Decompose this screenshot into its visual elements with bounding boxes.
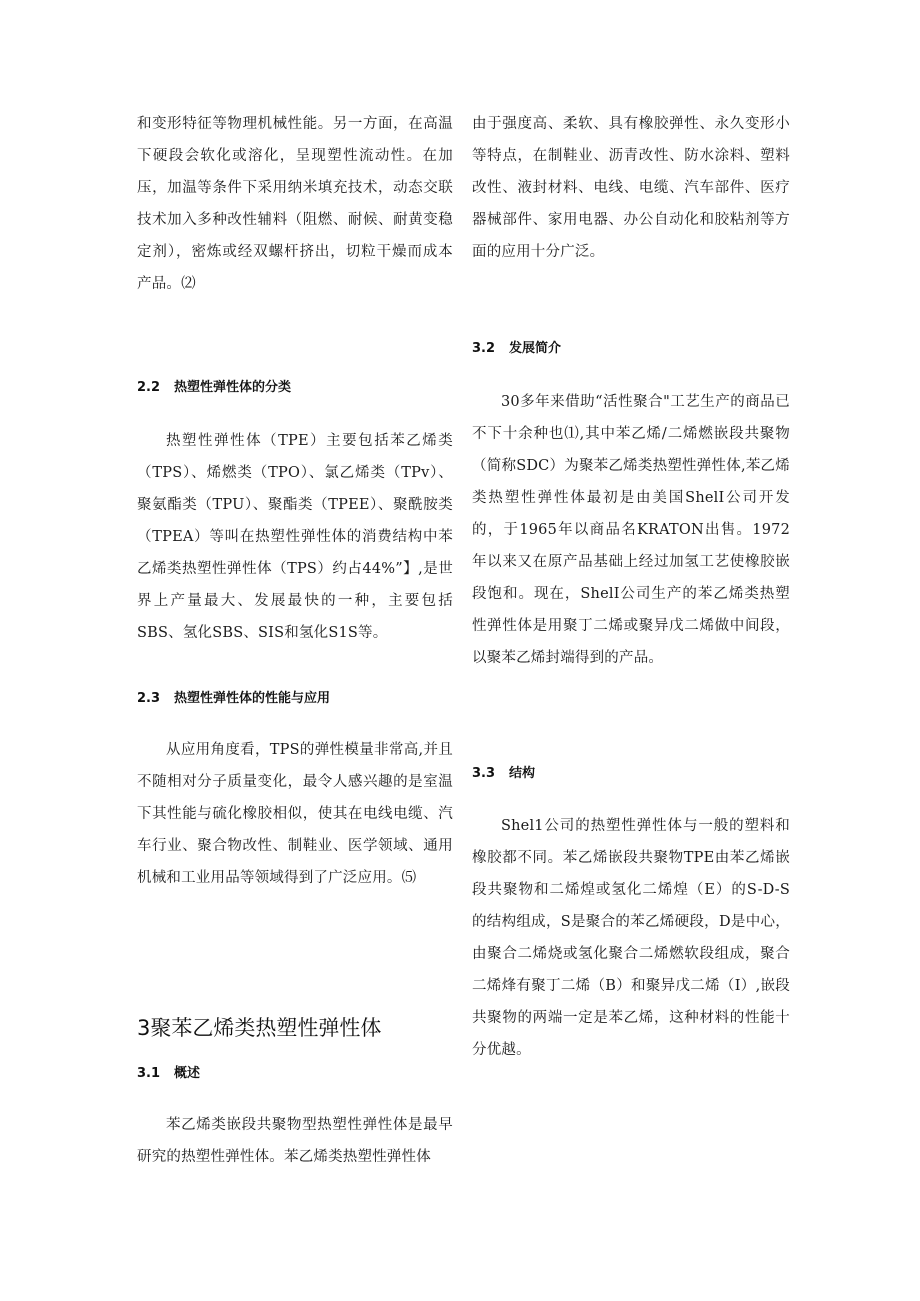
section-number: 3.2	[472, 341, 496, 356]
section-2-3-body: 从应用角度看，TPS的弹性模量非常高,并且不随相对分子质量变化，最令人感兴趣的是室温下其性能与硫化橡胶相似，使其在电线电缆、汽车行业、聚合物改性、制鞋业、医学领域、通用机械和工业用品等领域得到了广泛应用。⑸	[137, 742, 453, 886]
section-2-3-heading	[137, 687, 330, 706]
section-3-1-body: 苯乙烯类嵌段共聚物型热塑性弹性体是最早研究的热塑性弹性体。苯乙烯类热塑性弹性体	[137, 1117, 453, 1165]
section-3-2-body: 30多年来借助“活性聚合"工艺生产的商品已不下十余种也⑴,其中苯乙烯/二烯燃嵌段共聚物（简称SDC）为聚苯乙烯类热塑性弹性体,苯乙烯类热塑性弹性体最初是由美国ShelI公司开发的，于1965年以商品名KRATON出售。1972年以来又在原产品基础上经过加氢工艺使橡胶嵌段饱和。现在，ShelI公司生产的苯乙烯类热塑性弹性体是用聚丁二烯或聚异戊二烯做中间段，以聚苯乙烯封端得到的产品。	[472, 394, 790, 666]
section-2-2-heading	[137, 376, 291, 395]
section-number: 3.1	[137, 1066, 161, 1081]
section-number: 3.3	[472, 766, 496, 781]
section-title: 热塑性弹性体的分类	[174, 380, 292, 395]
section-title: 结构	[509, 766, 536, 781]
section-3-1-heading	[137, 1062, 200, 1081]
intro-paragraph: 和变形特征等物理机械性能。另一方面，在高温下硬段会软化或溶化，呈现塑性流动性。在加压，加温等条件下采用纳米填充技术，动态交联技术加入多种改性辅料（阻燃、耐候、耐黄变稳定剂），密炼或经双螺杆挤出，切粒干燥而成本产品。⑵	[137, 116, 453, 292]
continuation-paragraph: 由于强度高、柔软、具有橡胶弹性、永久变形小等特点，在制鞋业、沥青改性、防水涂料、塑料改性、液封材料、电线、电缆、汽车部件、医疗器械部件、家用电器、办公自动化和胶粘剂等方面的应用十分广泛。	[472, 116, 790, 260]
section-number: 2.3	[137, 691, 161, 706]
section-2-2-body: 热塑性弹性体（TPE）主要包括苯乙烯类（TPS）、烯燃类（TPO）、氯乙烯类（TPv）、聚氨酯类（TPU）、聚酯类（TPEE）、聚酰胺类（TPEA）等叫在热塑性弹性体的消费结构中苯乙烯类热塑性弹性体（TPS）约占44%”】,是世界上产量最大、发展最快的一种，主要包括SBS、氢化SBS、SIS和氢化S1S等。	[137, 433, 453, 641]
section-title: 热塑性弹性体的性能与应用	[174, 691, 331, 706]
section-title: 概述	[174, 1066, 201, 1081]
chapter-3-heading: 3聚苯乙烯类热塑性弹性体	[137, 1016, 382, 1040]
section-number: 2.2	[137, 380, 161, 395]
section-3-3-body: Shel1公司的热塑性弹性体与一般的塑料和橡胶都不同。苯乙烯嵌段共聚物TPE由苯乙烯嵌段共聚物和二烯煌或氢化二烯煌（E）的S-D-S的结构组成，S是聚合的苯乙烯硬段，D是中心，由聚合二烯烧或氢化聚合二烯燃软段组成，聚合二烯烽有聚丁二烯（B）和聚异戊二烯（I）,嵌段共聚物的两端一定是苯乙烯，这种材料的性能十分优越。	[472, 818, 790, 1058]
section-3-3-heading	[472, 762, 535, 781]
section-3-2-heading	[472, 337, 561, 356]
section-title: 发展简介	[509, 341, 562, 356]
